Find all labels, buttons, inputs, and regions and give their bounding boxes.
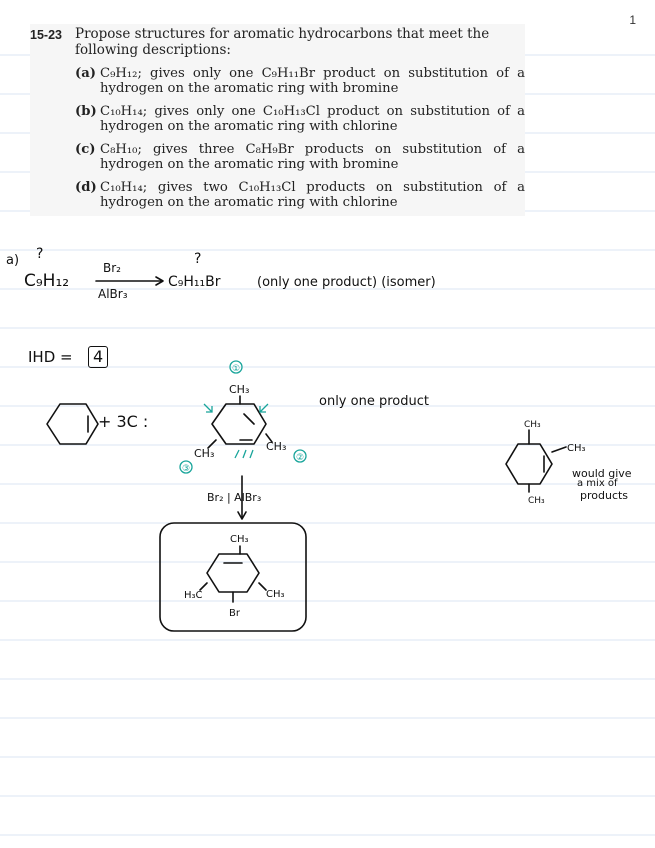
alternative-isomer-structure bbox=[506, 420, 586, 506]
reagent-top: Br₂ bbox=[103, 261, 121, 275]
plus-3c-label: + 3C : bbox=[98, 412, 149, 431]
problem-part-b: (b) C₁₀H₁₄; gives only one C₁₀H₁₃Cl product on substitution of a hydrogen on the aromatic ring with chlorine bbox=[75, 104, 525, 134]
product-note: (only one product) (isomer) bbox=[257, 275, 436, 290]
only-one-product-note: only one product bbox=[319, 394, 429, 409]
mesitylene-structure bbox=[180, 361, 306, 474]
page-number: 1 bbox=[629, 13, 636, 27]
methyl-top-label: CH₃ bbox=[229, 383, 250, 396]
boxed-product-structure bbox=[160, 523, 306, 631]
step-reagents: Br₂ | AlBr₃ bbox=[207, 491, 262, 504]
mix-note-line-3: products bbox=[580, 489, 629, 502]
problem-part-d: (d) C₁₀H₁₄; gives two C₁₀H₁₃Cl products on substitution of a hydrogen on the aromatic ring with chlorine bbox=[75, 180, 525, 210]
product-methyl-left: H₃C bbox=[184, 590, 203, 601]
mix-note-line-1: would give bbox=[572, 467, 632, 480]
problem-number: 15-23 bbox=[30, 28, 62, 42]
ihd-value-box: 4 bbox=[88, 346, 108, 368]
mix-note-line-2: a mix of bbox=[577, 478, 618, 489]
reaction-arrow bbox=[96, 277, 163, 285]
reactant-question-mark: ? bbox=[36, 246, 44, 262]
problem-part-c: (c) C₈H₁₀; gives three C₈H₉Br products on substitution of a hydrogen on the aromatic ring with bromine bbox=[75, 142, 525, 172]
isomer-methyl-top: CH₃ bbox=[524, 420, 541, 430]
product-methyl-right: CH₃ bbox=[266, 589, 285, 600]
reagent-bottom: AlBr₃ bbox=[98, 287, 128, 301]
isomer-methyl-right: CH₃ bbox=[567, 443, 586, 454]
methyl-left-label: CH₃ bbox=[194, 447, 215, 460]
product-bromine: Br bbox=[229, 608, 240, 619]
problem-part-a: (a) C₉H₁₂; gives only one C₉H₁₁Br product on substitution of a hydrogen on the aromatic ring with bromine bbox=[75, 66, 525, 96]
benzene-ring-sketch bbox=[47, 404, 98, 444]
position-one-marker: ① bbox=[232, 364, 241, 374]
product-question-mark: ? bbox=[194, 251, 202, 267]
isomer-methyl-bottom: CH₃ bbox=[528, 496, 545, 506]
position-three-marker: ③ bbox=[182, 464, 191, 474]
problem-statement: Propose structures for aromatic hydrocarbons that meet the following descriptions: bbox=[75, 26, 490, 58]
position-two-marker: ② bbox=[296, 453, 305, 463]
reactant-formula: C₉H₁₂ bbox=[24, 271, 70, 291]
ihd-label: IHD = bbox=[28, 348, 73, 366]
product-formula: C₉H₁₁Br bbox=[168, 274, 221, 290]
product-methyl-top: CH₃ bbox=[230, 534, 249, 545]
methyl-right-label: CH₃ bbox=[266, 440, 287, 453]
down-arrow bbox=[238, 476, 246, 519]
part-a-label: a) bbox=[6, 253, 20, 268]
